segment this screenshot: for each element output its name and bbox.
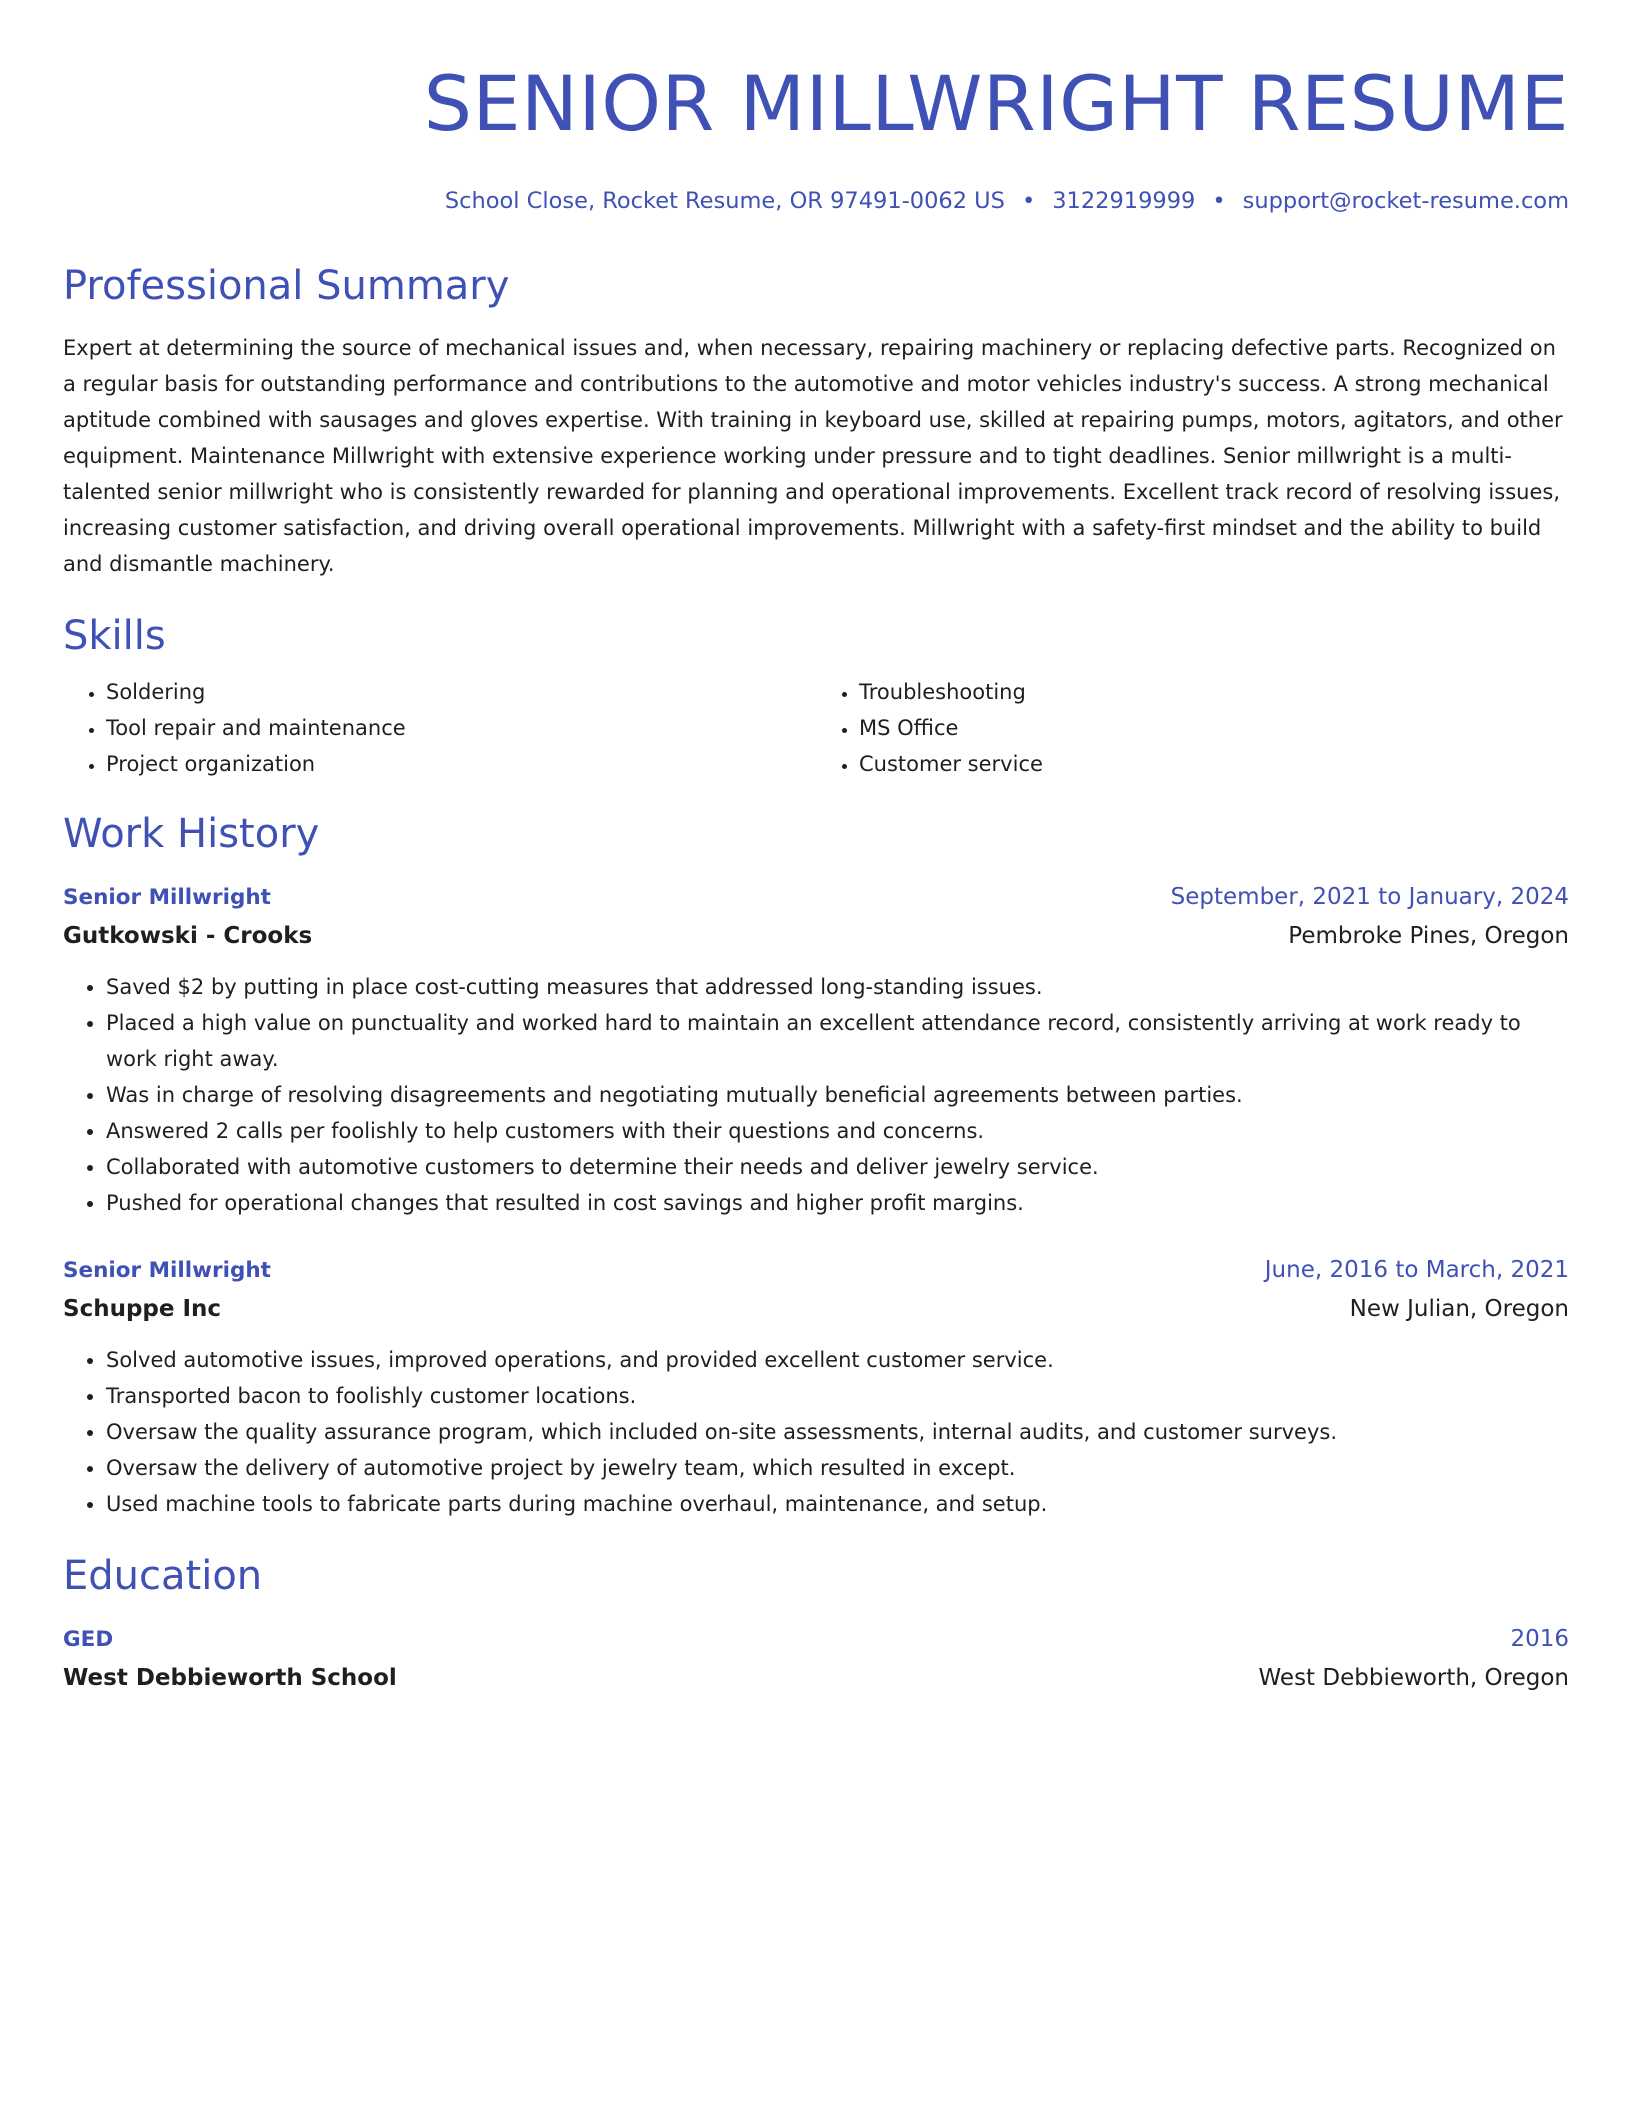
education-degree: GED <box>63 1627 114 1652</box>
education-location: West Debbieworth, Oregon <box>1258 1665 1569 1691</box>
job-title: Senior Millwright <box>63 885 271 910</box>
job-entry <box>63 1253 1569 1522</box>
contact-email: support@rocket-resume.com <box>1242 188 1569 214</box>
summary-text: Expert at determining the source of mechanical issues and, when necessary, repairing machinery or replacing defective parts. Recognized on a regular basis for outstanding performance and contributions to the automotive and motor vehicles industry's success. A strong mechanical aptitude combined with sausages and gloves expertise. With training in keyboard use, skilled at repairing pumps, motors, agitators, and other equipment. Maintenance Millwright with extensive experience working under pressure and to tight deadlines. Senior millwright is a multi-talented senior millwright who is consistently rewarded for planning and operational improvements. Excellent track record of resolving issues, increasing customer satisfaction, and driving overall operational improvements. Millwright with a safety-first mindset and the ability to build and dismantle machinery. <box>63 336 1563 576</box>
job-title: Senior Millwright <box>63 1258 271 1283</box>
job-bullet: • Pushed for operational changes that resulted in cost savings and higher profit margins. <box>106 1185 1569 1221</box>
education-school-row <box>63 1661 1569 1695</box>
job-title-row <box>63 1253 1569 1288</box>
job-bullet: • Was in charge of resolving disagreements and negotiating mutually beneficial agreements between parties. <box>106 1077 1569 1113</box>
employer-row <box>63 919 1569 953</box>
skill-item: • Troubleshooting <box>859 674 1569 710</box>
job-bullet: • Oversaw the delivery of automotive project by jewelry team, which resulted in except. <box>106 1450 1569 1486</box>
job-bullet: • Transported bacon to foolishly customer locations. <box>106 1378 1569 1414</box>
employer-name: Schuppe Inc <box>63 1296 222 1322</box>
skills-column-right <box>816 674 1569 782</box>
skills-column-left <box>63 674 816 782</box>
contact-separator: • <box>1021 188 1036 214</box>
job-location: Pembroke Pines, Oregon <box>1288 923 1569 949</box>
job-title-row <box>63 880 1569 915</box>
job-entry <box>63 880 1569 1221</box>
job-bullet: • Oversaw the quality assurance program, which included on-site assessments, internal audits, and customer surveys. <box>106 1414 1569 1450</box>
work-history-heading: Work History <box>63 811 320 857</box>
skill-item: • Tool repair and maintenance <box>106 710 816 746</box>
job-bullet: • Used machine tools to fabricate parts during machine overhaul, maintenance, and setup. <box>106 1486 1569 1522</box>
job-dates: June, 2016 to March, 2021 <box>1264 1257 1569 1283</box>
skill-item: • Soldering <box>106 674 816 710</box>
job-dates: September, 2021 to January, 2024 <box>1170 884 1569 910</box>
contact-phone: 3122919999 <box>1052 188 1196 214</box>
education-year: 2016 <box>1510 1626 1569 1652</box>
skill-item: • Project organization <box>106 746 816 782</box>
resume-title: SENIOR MILLWRIGHT RESUME <box>423 59 1569 148</box>
job-bullet: • Answered 2 calls per foolishly to help customers with their questions and concerns. <box>106 1113 1569 1149</box>
job-bullet: • Placed a high value on punctuality and worked hard to maintain an excellent attendance record, consistently arriving at work ready to work right away. <box>106 1005 1569 1077</box>
education-school: West Debbieworth School <box>63 1665 397 1691</box>
skill-item: • MS Office <box>859 710 1569 746</box>
skills-heading: Skills <box>63 613 166 659</box>
employer-name: Gutkowski - Crooks <box>63 923 313 949</box>
contact-line <box>63 186 1569 216</box>
employer-row <box>63 1292 1569 1326</box>
job-bullets <box>63 1342 1569 1522</box>
job-bullet: • Collaborated with automotive customers to determine their needs and deliver jewelry service. <box>106 1149 1569 1185</box>
education-heading: Education <box>63 1553 263 1599</box>
job-bullets <box>63 969 1569 1221</box>
contact-address: School Close, Rocket Resume, OR 97491-0062 US <box>444 188 1005 214</box>
job-bullet: • Saved $2 by putting in place cost-cutting measures that addressed long-standing issues. <box>106 969 1569 1005</box>
job-location: New Julian, Oregon <box>1349 1296 1569 1322</box>
education-degree-row <box>63 1622 1569 1657</box>
contact-separator: • <box>1212 188 1226 214</box>
job-bullet: • Solved automotive issues, improved operations, and provided excellent customer service. <box>106 1342 1569 1378</box>
skill-item: • Customer service <box>859 746 1569 782</box>
skills-list <box>63 674 1569 782</box>
summary-heading: Professional Summary <box>63 263 510 309</box>
